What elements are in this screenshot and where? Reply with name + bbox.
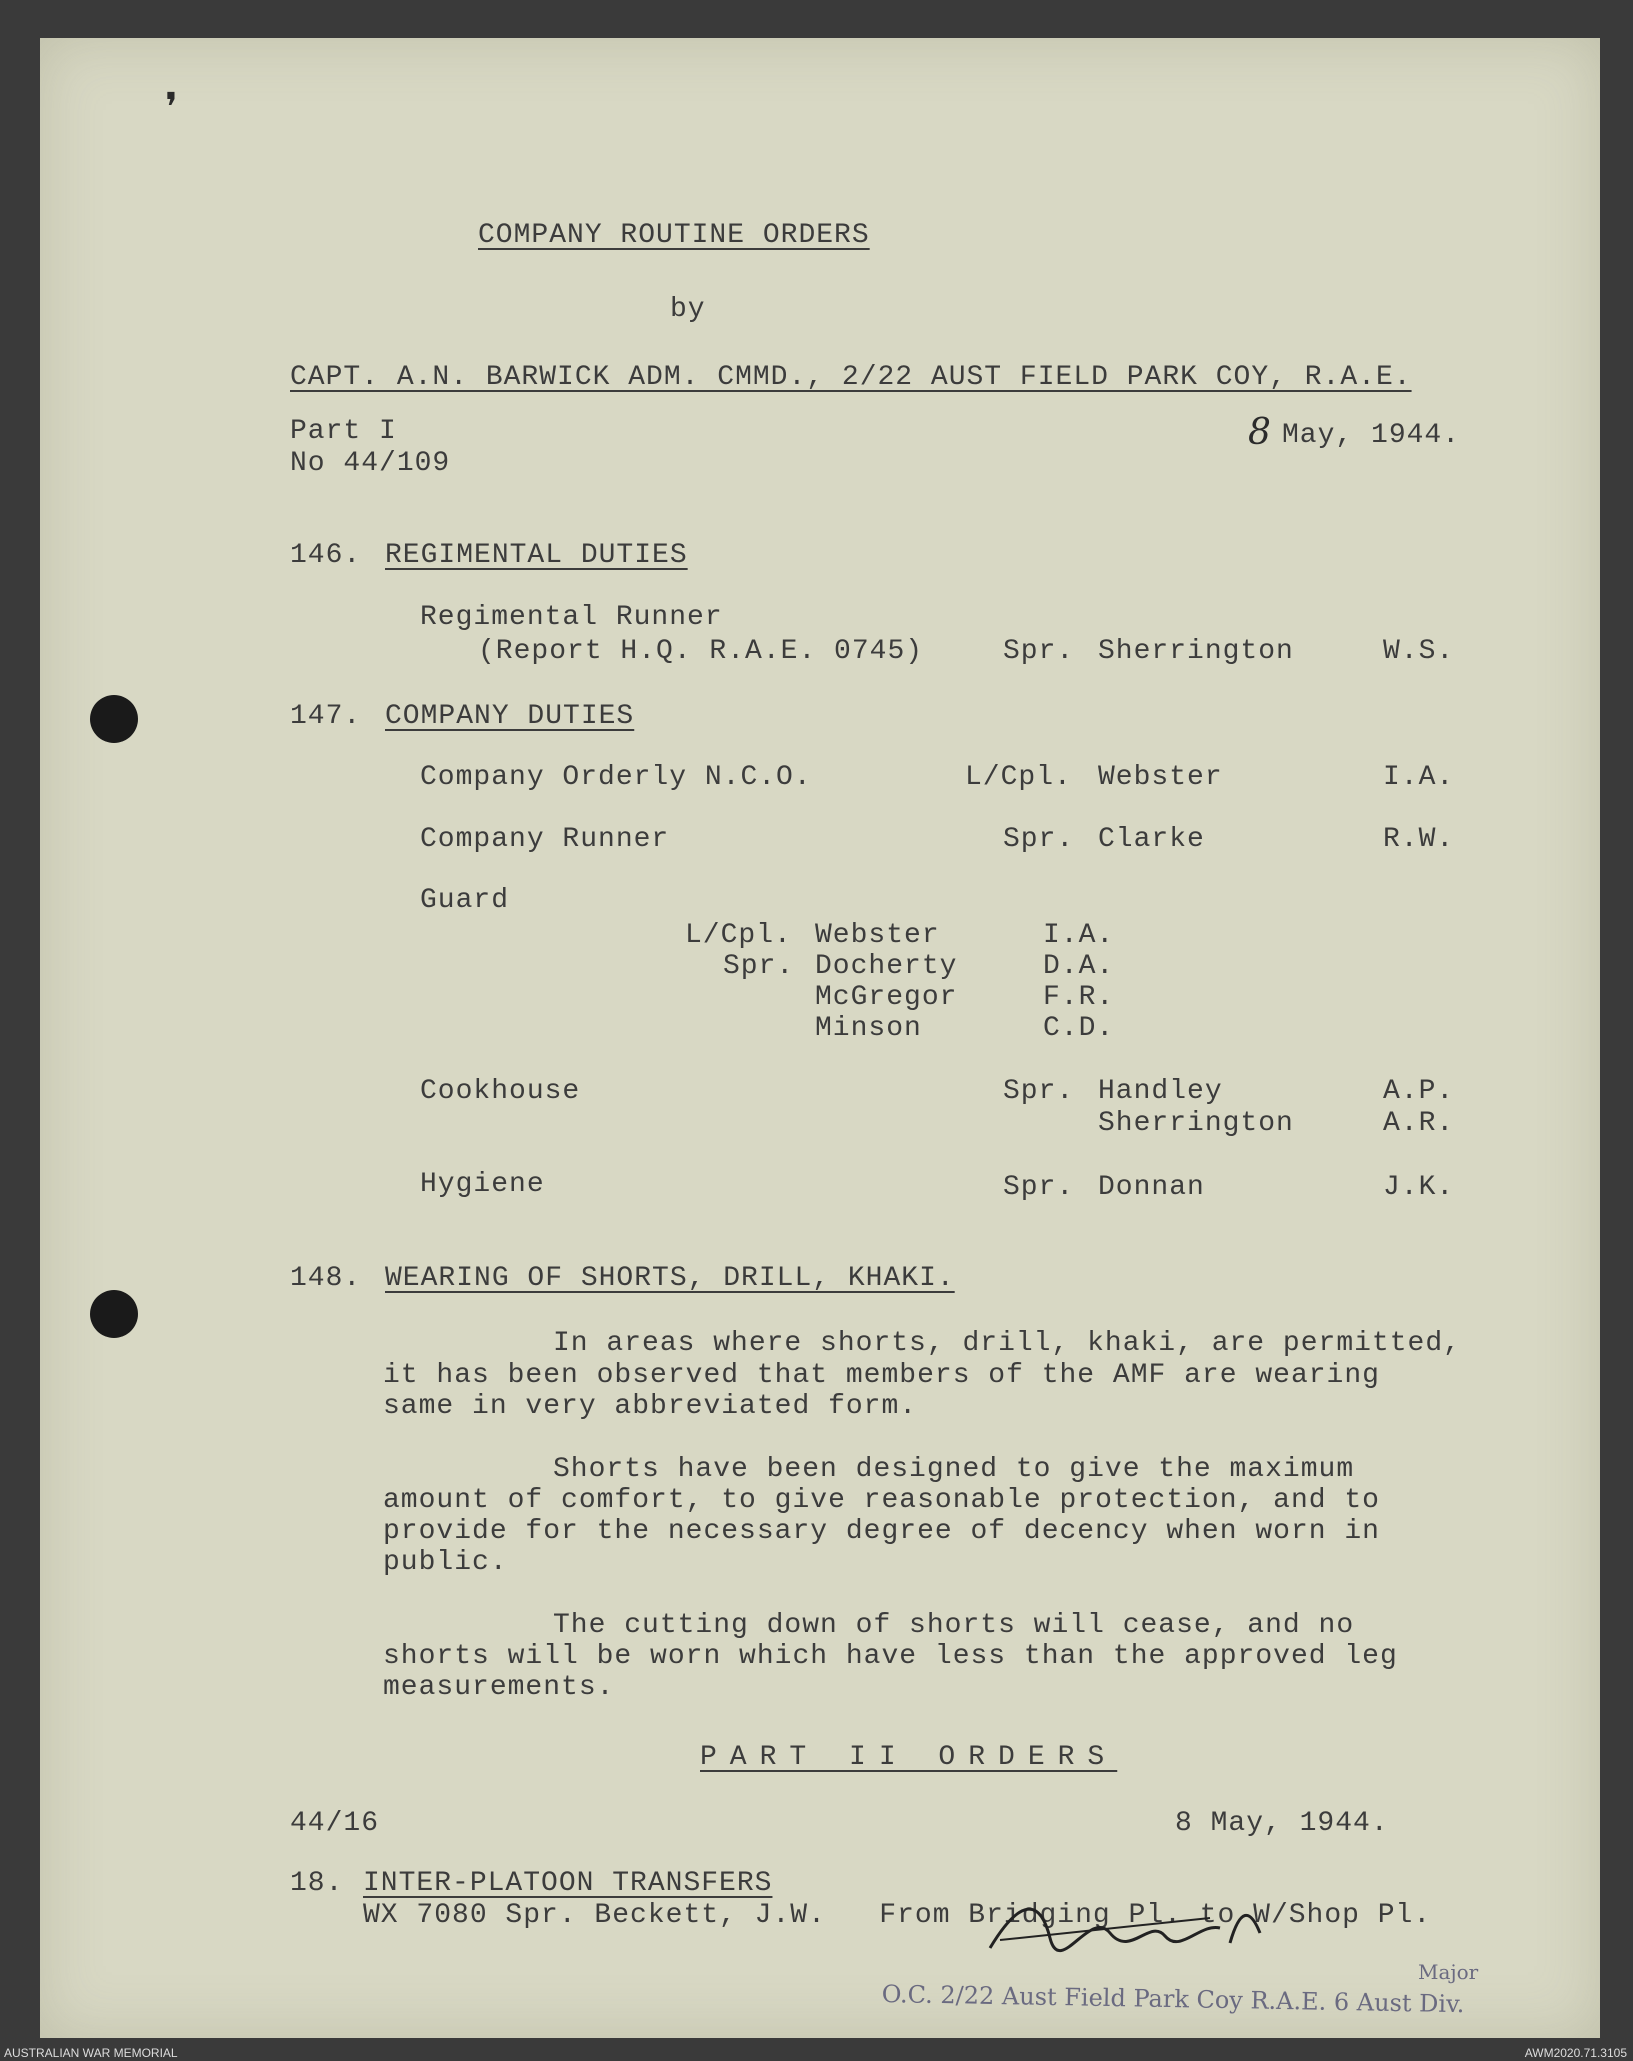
rank: Spr. — [1003, 1172, 1075, 1203]
paragraph-line: Shorts have been designed to give the maximum — [553, 1454, 1355, 1485]
initials: D.A. — [1043, 951, 1115, 982]
rank: L/Cpl. — [685, 920, 792, 951]
soldier-name: Handley — [1098, 1076, 1223, 1107]
soldier-name: Webster — [1098, 762, 1223, 793]
punch-hole — [90, 1290, 138, 1338]
stamp-unit: O.C. 2/22 Aust Field Park Coy R.A.E. 6 Aust Div. — [881, 1980, 1465, 2019]
soldier-name: Minson — [815, 1013, 922, 1044]
part-two-date: 8 May, 1944. — [1175, 1808, 1389, 1839]
paragraph-line: public. — [383, 1547, 508, 1578]
part-label: Part I — [290, 416, 397, 447]
item-title-18: INTER-PLATOON TRANSFERS — [363, 1868, 773, 1899]
item-number-146: 146. — [290, 540, 362, 571]
duty-role: Company Runner — [420, 824, 670, 855]
duty-role: Hygiene — [420, 1169, 545, 1200]
ink-mark: ❜ — [165, 85, 178, 131]
by-line: by — [670, 294, 706, 325]
initials: R.W. — [1383, 824, 1455, 855]
punch-hole — [90, 695, 138, 743]
paragraph-line: measurements. — [383, 1672, 615, 1703]
duty-note: (Report H.Q. R.A.E. 0745) — [478, 636, 924, 667]
stamp-rank: Major — [1418, 1960, 1479, 1984]
initials: W.S. — [1383, 636, 1455, 667]
initials: C.D. — [1043, 1013, 1115, 1044]
footer-left: AUSTRALIAN WAR MEMORIAL — [4, 2046, 178, 2060]
initials: A.R. — [1383, 1108, 1455, 1139]
issuing-authority: CAPT. A.N. BARWICK ADM. CMMD., 2/22 AUST FIELD PARK COY, R.A.E. — [290, 362, 1412, 393]
rank: Spr. — [1003, 824, 1075, 855]
part-two-number: 44/16 — [290, 1808, 380, 1839]
item-title-146: REGIMENTAL DUTIES — [385, 540, 688, 571]
paragraph-line: same in very abbreviated form. — [383, 1391, 918, 1422]
paragraph-line: provide for the necessary degree of decency when worn in — [383, 1516, 1380, 1547]
soldier-name: McGregor — [815, 982, 958, 1013]
duty-role: Cookhouse — [420, 1076, 581, 1107]
initials: J.K. — [1383, 1172, 1455, 1203]
soldier-name: Sherrington — [1098, 1108, 1294, 1139]
initials: F.R. — [1043, 982, 1115, 1013]
item-number-147: 147. — [290, 701, 362, 732]
item-number-148: 148. — [290, 1263, 362, 1294]
soldier-name: Webster — [815, 920, 940, 951]
soldier-name: Docherty — [815, 951, 958, 982]
item-number-18: 18. — [290, 1868, 344, 1899]
signature-text — [1160, 1955, 1279, 1971]
rank: Spr. — [1003, 636, 1075, 667]
paragraph-line: amount of comfort, to give reasonable protection, and to — [383, 1485, 1380, 1516]
paragraph-line: The cutting down of shorts will cease, and no — [553, 1610, 1355, 1641]
paragraph-line: In areas where shorts, drill, khaki, are permitted, — [553, 1328, 1461, 1359]
paragraph-line: shorts will be worn which have less than the approved leg — [383, 1641, 1398, 1672]
initials: I.A. — [1043, 920, 1115, 951]
document-title: COMPANY ROUTINE ORDERS — [478, 220, 870, 251]
rank: Spr. — [1003, 1076, 1075, 1107]
handwritten-day: 8 — [1248, 412, 1271, 453]
soldier-name: Sherrington — [1098, 636, 1294, 667]
duty-role: Company Orderly N.C.O. — [420, 762, 812, 793]
order-number: No 44/109 — [290, 448, 451, 479]
item-title-147: COMPANY DUTIES — [385, 701, 635, 732]
rank: Spr. — [723, 951, 795, 982]
duty-role: Guard — [420, 885, 510, 916]
part-two-heading: PART II ORDERS — [700, 1742, 1118, 1773]
footer-right: AWM2020.71.3105 — [1524, 2046, 1627, 2060]
rank: L/Cpl. — [965, 762, 1072, 793]
initials: I.A. — [1383, 762, 1455, 793]
duty-role: Regimental Runner — [420, 602, 723, 633]
paragraph-line: it has been observed that members of the AMF are wearing — [383, 1360, 1380, 1391]
initials: A.P. — [1383, 1076, 1455, 1107]
soldier-name: Clarke — [1098, 824, 1205, 855]
transfer-line: WX 7080 Spr. Beckett, J.W. From Bridging Pl. to W/Shop Pl. — [363, 1900, 1432, 1931]
order-date: May, 1944. — [1282, 420, 1461, 451]
soldier-name: Donnan — [1098, 1172, 1205, 1203]
item-title-148: WEARING OF SHORTS, DRILL, KHAKI. — [385, 1263, 955, 1294]
